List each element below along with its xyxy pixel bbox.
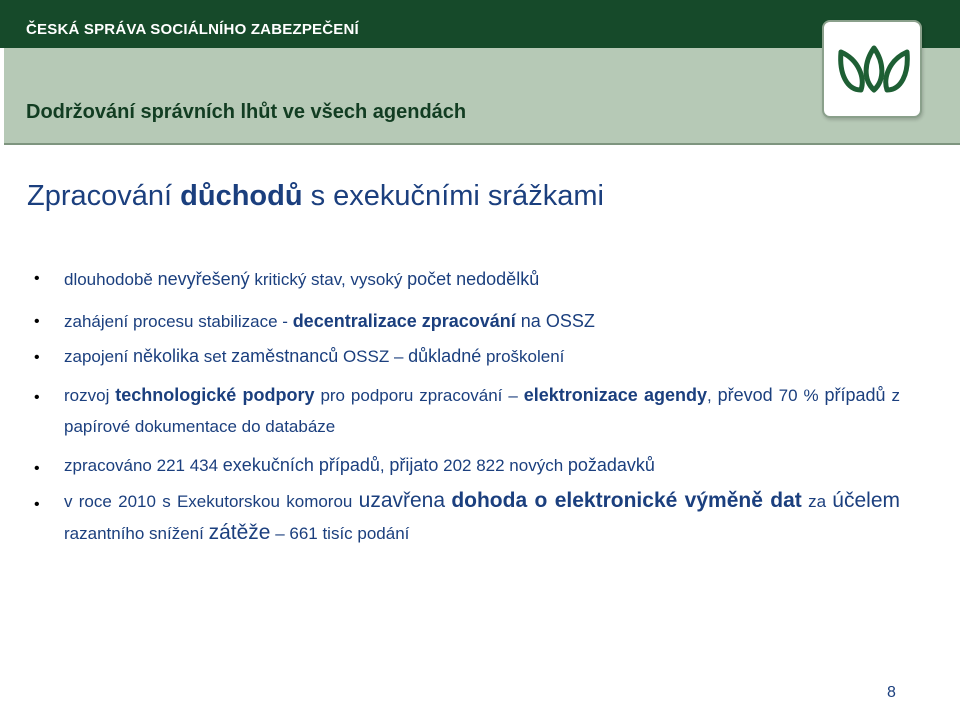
bullet-text: přijato	[389, 455, 439, 475]
bullet-text: z papírové dokumentace do databáze	[64, 386, 901, 436]
bullet-text: proškolení	[481, 347, 565, 366]
bullet-item	[64, 451, 904, 480]
bullet-text-bold: decentralizace zpracování	[292, 311, 516, 331]
bullet-text: počet nedodělků	[407, 269, 540, 289]
bullet-text: pro podporu zpracování –	[314, 386, 524, 405]
bullet-text: nevyřešený	[157, 269, 250, 289]
bullet-text: 70 %	[772, 386, 825, 405]
org-name: ČESKÁ SPRÁVA SOCIÁLNÍHO ZABEZPEČENÍ	[26, 21, 359, 38]
bullet-text: převod	[717, 385, 773, 405]
bullet-text: dlouhodobě	[64, 270, 158, 289]
bullet-text-bold: dohoda o elektronické výměně dat	[451, 489, 802, 512]
slide-title-part: Zpracování	[27, 180, 181, 212]
bullet-text: razantního snížení	[64, 524, 209, 543]
bullet-text: set	[199, 347, 232, 366]
bullet-text: zaměstnanců	[231, 346, 339, 366]
bullet-text: případů	[824, 385, 886, 405]
bullet-text: zapojení	[64, 347, 133, 366]
bullet-text: zpracováno 221 434	[64, 456, 223, 475]
bullet-text: rozvoj	[64, 386, 116, 405]
bullet-item	[64, 265, 904, 294]
bullet-text: – 661 tisíc podání	[270, 524, 410, 543]
bullet-text: uzavřena	[358, 489, 446, 512]
bullet-text: na OSSZ	[515, 311, 595, 331]
bullet-text: důkladné	[408, 346, 482, 366]
bullet-text: požadavků	[567, 455, 655, 475]
bullet-dot: •	[34, 349, 40, 366]
slide-title-part: s exekučními srážkami	[302, 180, 604, 212]
bullet-text: ,	[379, 456, 390, 475]
section-title: Dodržování správních lhůt ve všech agendách	[26, 101, 467, 123]
bullet-item	[64, 380, 900, 442]
bullet-item	[64, 485, 900, 549]
bullet-dot: •	[34, 496, 40, 513]
bullet-text-bold: technologické podpory	[115, 385, 315, 405]
page-number: 8	[887, 684, 896, 701]
bullet-text: za	[801, 492, 833, 511]
bullet-text: několika	[133, 346, 200, 366]
bullet-dot: •	[34, 460, 40, 477]
bullet-text: zátěže	[208, 521, 271, 544]
bullet-text: účelem	[832, 489, 900, 512]
bullet-text-bold: elektronizace agendy	[523, 385, 707, 405]
bullet-dot: •	[34, 389, 40, 406]
bullet-text: zahájení procesu stabilizace -	[64, 312, 293, 331]
bullet-text: kritický stav, vysoký	[249, 270, 408, 289]
bullet-dot: •	[34, 270, 40, 287]
bullet-text: ,	[707, 386, 718, 405]
bullet-text: exekučních případů	[222, 455, 380, 475]
bullet-text: OSSZ –	[338, 347, 409, 366]
bullet-item	[64, 342, 904, 371]
bullet-item	[64, 307, 904, 336]
slide-title-bold: důchodů	[180, 180, 303, 212]
bullet-text: 202 822 nových	[438, 456, 568, 475]
bullet-dot: •	[34, 313, 40, 330]
bullet-text: v roce 2010 s Exekutorskou komorou	[64, 492, 359, 511]
